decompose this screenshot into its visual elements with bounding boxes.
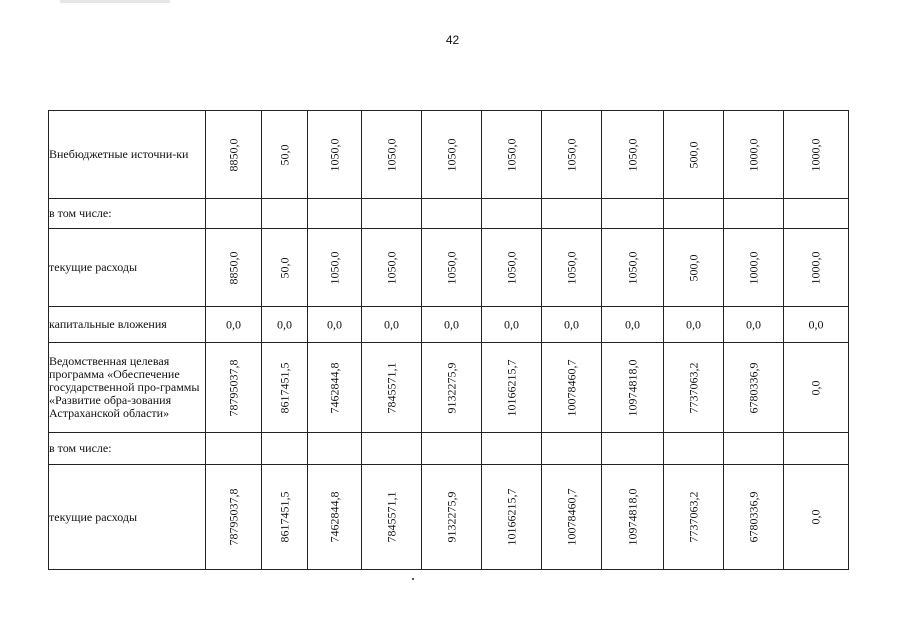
table-cell xyxy=(784,433,849,465)
table-cell xyxy=(422,229,482,307)
cell-value: 1050,0 xyxy=(384,138,398,171)
table-row xyxy=(49,433,849,465)
table-cell xyxy=(542,229,602,307)
table-cell xyxy=(482,111,542,199)
table-cell xyxy=(664,199,724,229)
cell-value: 1050,0 xyxy=(384,251,398,284)
table-cell xyxy=(362,229,422,307)
cell-value: 0,0 xyxy=(564,317,579,331)
cell-value: 0,0 xyxy=(444,317,459,331)
cell-value: 1050,0 xyxy=(625,251,639,284)
page-number: 42 xyxy=(445,33,460,47)
table-cell xyxy=(664,229,724,307)
table-cell xyxy=(542,433,602,465)
table-cell xyxy=(262,343,308,433)
table-cell xyxy=(602,433,664,465)
table-cell xyxy=(206,199,262,229)
scan-dot xyxy=(412,578,414,580)
cell-value: 10974818,0 xyxy=(625,488,639,546)
table-cell xyxy=(784,343,849,433)
row-label: в том числе: xyxy=(49,199,206,229)
table-cell xyxy=(542,343,602,433)
table-row xyxy=(49,465,849,570)
table-cell xyxy=(482,229,542,307)
table-cell xyxy=(206,343,262,433)
table-cell xyxy=(724,343,784,433)
table-cell xyxy=(362,433,422,465)
cell-value: 1000,0 xyxy=(808,138,823,171)
cell-value: 0,0 xyxy=(746,317,761,331)
table-cell xyxy=(362,465,422,570)
table-cell xyxy=(542,111,602,199)
cell-value: 500,0 xyxy=(686,141,700,168)
table-cell xyxy=(784,111,849,199)
cell-value: 1050,0 xyxy=(564,251,578,284)
table-cell xyxy=(482,199,542,229)
cell-value: 0,0 xyxy=(625,317,640,331)
cell-value: 50,0 xyxy=(277,144,291,165)
cell-value: 1050,0 xyxy=(444,251,458,284)
cell-value: 0,0 xyxy=(808,509,823,525)
table-cell xyxy=(308,433,362,465)
table-cell xyxy=(602,343,664,433)
table-cell xyxy=(206,465,262,570)
table-cell xyxy=(262,307,308,343)
cell-value: 7845571,1 xyxy=(384,362,398,413)
table-cell xyxy=(602,229,664,307)
table-cell xyxy=(308,307,362,343)
table-cell xyxy=(724,111,784,199)
table-cell xyxy=(542,307,602,343)
table-cell xyxy=(602,465,664,570)
table-cell xyxy=(664,433,724,465)
table-cell xyxy=(206,111,262,199)
row-label: текущие расходы xyxy=(49,465,206,570)
table-cell xyxy=(262,465,308,570)
table-cell xyxy=(664,307,724,343)
cell-value: 0,0 xyxy=(277,317,292,331)
table-cell xyxy=(602,307,664,343)
table-cell xyxy=(482,343,542,433)
scan-smudge xyxy=(60,0,170,3)
table-cell xyxy=(308,343,362,433)
table-cell xyxy=(422,111,482,199)
table-cell xyxy=(664,111,724,199)
cell-value: 78795037,8 xyxy=(226,359,240,416)
table-cell xyxy=(602,111,664,199)
cell-value: 9132275,9 xyxy=(444,491,458,543)
cell-value: 78795037,8 xyxy=(226,488,240,546)
table-cell xyxy=(724,465,784,570)
row-label: текущие расходы xyxy=(49,229,206,307)
cell-value: 50,0 xyxy=(277,257,291,278)
table-cell xyxy=(262,111,308,199)
cell-value: 10974818,0 xyxy=(625,359,639,416)
table-cell xyxy=(542,465,602,570)
cell-value: 8617451,5 xyxy=(277,491,291,543)
cell-value: 500,0 xyxy=(686,254,700,281)
table-cell xyxy=(422,433,482,465)
table-cell xyxy=(784,465,849,570)
table-cell xyxy=(724,229,784,307)
table-cell xyxy=(262,229,308,307)
table-cell xyxy=(206,307,262,343)
cell-value: 1000,0 xyxy=(808,251,823,284)
row-label: Ведомственная целевая программа «Обеспечение государственной про-граммы «Развитие обра-зования Астраханской области» xyxy=(49,343,206,433)
cell-value: 10166215,7 xyxy=(504,488,518,546)
table-cell xyxy=(362,111,422,199)
cell-value: 10078460,7 xyxy=(564,359,578,416)
cell-value: 1000,0 xyxy=(746,251,760,284)
table-cell xyxy=(664,465,724,570)
table-cell xyxy=(206,229,262,307)
table-cell xyxy=(308,229,362,307)
cell-value: 8850,0 xyxy=(226,251,240,284)
table-cell xyxy=(308,111,362,199)
table-cell xyxy=(262,199,308,229)
table-cell xyxy=(482,465,542,570)
table-cell xyxy=(542,199,602,229)
table-cell xyxy=(308,199,362,229)
table-cell xyxy=(784,307,849,343)
cell-value: 0,0 xyxy=(504,317,519,331)
cell-value: 10078460,7 xyxy=(564,488,578,546)
table-cell xyxy=(422,307,482,343)
cell-value: 7845571,1 xyxy=(384,491,398,543)
table-cell xyxy=(362,307,422,343)
table-cell xyxy=(784,229,849,307)
cell-value: 0,0 xyxy=(686,317,701,331)
table-row xyxy=(49,229,849,307)
table-cell xyxy=(362,343,422,433)
table-cell xyxy=(724,433,784,465)
cell-value: 1050,0 xyxy=(504,251,518,284)
table-row xyxy=(49,111,849,199)
cell-value: 6780336,9 xyxy=(746,491,760,543)
cell-value: 1050,0 xyxy=(564,138,578,171)
budget-table xyxy=(48,110,849,570)
cell-value: 1050,0 xyxy=(327,251,341,284)
table-row xyxy=(49,307,849,343)
table-cell xyxy=(482,433,542,465)
cell-value: 1050,0 xyxy=(625,138,639,171)
row-label: капитальные вложения xyxy=(49,307,206,343)
cell-value: 1050,0 xyxy=(504,138,518,171)
table-cell xyxy=(664,343,724,433)
cell-value: 1050,0 xyxy=(327,138,341,171)
cell-value: 0,0 xyxy=(808,317,824,331)
cell-value: 1050,0 xyxy=(444,138,458,171)
table-row xyxy=(49,343,849,433)
cell-value: 1000,0 xyxy=(746,138,760,171)
row-label: в том числе: xyxy=(49,433,206,465)
table-cell xyxy=(206,433,262,465)
table-cell xyxy=(262,433,308,465)
cell-value: 8850,0 xyxy=(226,138,240,171)
cell-value: 0,0 xyxy=(384,317,399,331)
table-cell xyxy=(784,199,849,229)
table-cell xyxy=(422,199,482,229)
cell-value: 9132275,9 xyxy=(444,362,458,413)
cell-value: 10166215,7 xyxy=(504,359,518,416)
table-cell xyxy=(422,343,482,433)
table-cell xyxy=(602,199,664,229)
cell-value: 7462844,8 xyxy=(327,491,341,543)
cell-value: 7737063,2 xyxy=(686,362,700,413)
cell-value: 7737063,2 xyxy=(686,491,700,543)
cell-value: 0,0 xyxy=(226,317,241,331)
table-cell xyxy=(308,465,362,570)
cell-value: 0,0 xyxy=(327,317,342,331)
cell-value: 7462844,8 xyxy=(327,362,341,413)
table-cell xyxy=(422,465,482,570)
row-label: Внебюджетные источни-ки xyxy=(49,111,206,199)
table-cell xyxy=(362,199,422,229)
cell-value: 6780336,9 xyxy=(746,362,760,413)
table-cell xyxy=(724,199,784,229)
table-cell xyxy=(724,307,784,343)
table-row xyxy=(49,199,849,229)
cell-value: 0,0 xyxy=(808,380,823,395)
table-cell xyxy=(482,307,542,343)
cell-value: 8617451,5 xyxy=(277,362,291,413)
